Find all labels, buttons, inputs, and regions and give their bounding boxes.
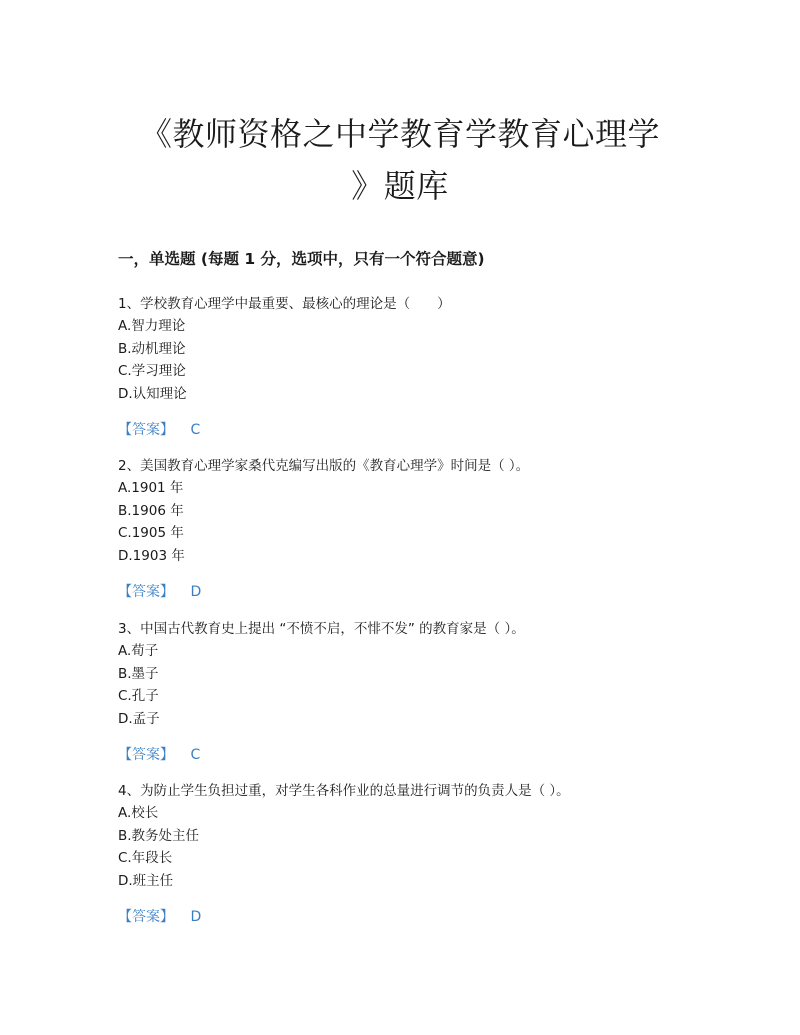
option-b: B.教务处主任 [118, 827, 200, 844]
document-title-line-2: 》题库 [351, 167, 449, 205]
option-d: D.孟子 [118, 710, 160, 727]
question-1 [118, 293, 718, 441]
section-heading: 一，单选题 (每题 1 分，选项中，只有一个符合题意) [118, 250, 485, 268]
answer-label: 【答案】 [118, 909, 174, 925]
question-2 [118, 455, 718, 603]
option-c: C.学习理论 [118, 363, 186, 379]
option-a: A.校长 [118, 805, 159, 821]
option-d: D.1903 年 [118, 547, 185, 564]
answer-value: D [190, 909, 202, 925]
answer-label: 【答案】 [118, 747, 174, 763]
option-d: D.班主任 [118, 872, 174, 889]
answer-row [118, 906, 718, 928]
question-stem: 4、为防止学生负担过重，对学生各科作业的总量进行调节的负责人是（ ）。 [118, 783, 570, 799]
question-stem: 1、学校教育心理学中最重要、最核心的理论是（ ） [118, 296, 451, 312]
answer-value: C [190, 747, 201, 763]
answer-row [118, 419, 718, 441]
answer-value: D [190, 584, 202, 600]
option-b: B.墨子 [118, 665, 159, 682]
question-stem: 2、美国教育心理学家桑代克编写出版的《教育心理学》时间是（ ）。 [118, 458, 530, 474]
option-c: C.1905 年 [118, 525, 184, 541]
question-stem: 3、中国古代教育史上提出 “不愤不启，不悱不发” 的教育家是（ ）。 [118, 621, 525, 637]
answer-row [118, 581, 718, 603]
option-b: B.动机理论 [118, 340, 186, 357]
answer-value: C [190, 422, 201, 438]
answer-row [118, 744, 718, 766]
option-c: C.孔子 [118, 688, 159, 704]
option-c: C.年段长 [118, 850, 173, 866]
option-a: A.智力理论 [118, 318, 186, 334]
question-3 [118, 618, 718, 766]
document-title [100, 108, 700, 212]
option-b: B.1906 年 [118, 502, 184, 519]
document-title-line-1: 《教师资格之中学教育学教育心理学 [139, 115, 660, 153]
answer-label: 【答案】 [118, 584, 174, 600]
question-4 [118, 780, 718, 928]
option-a: A.1901 年 [118, 480, 184, 496]
option-a: A.荀子 [118, 643, 159, 659]
option-d: D.认知理论 [118, 385, 187, 402]
answer-label: 【答案】 [118, 422, 174, 438]
